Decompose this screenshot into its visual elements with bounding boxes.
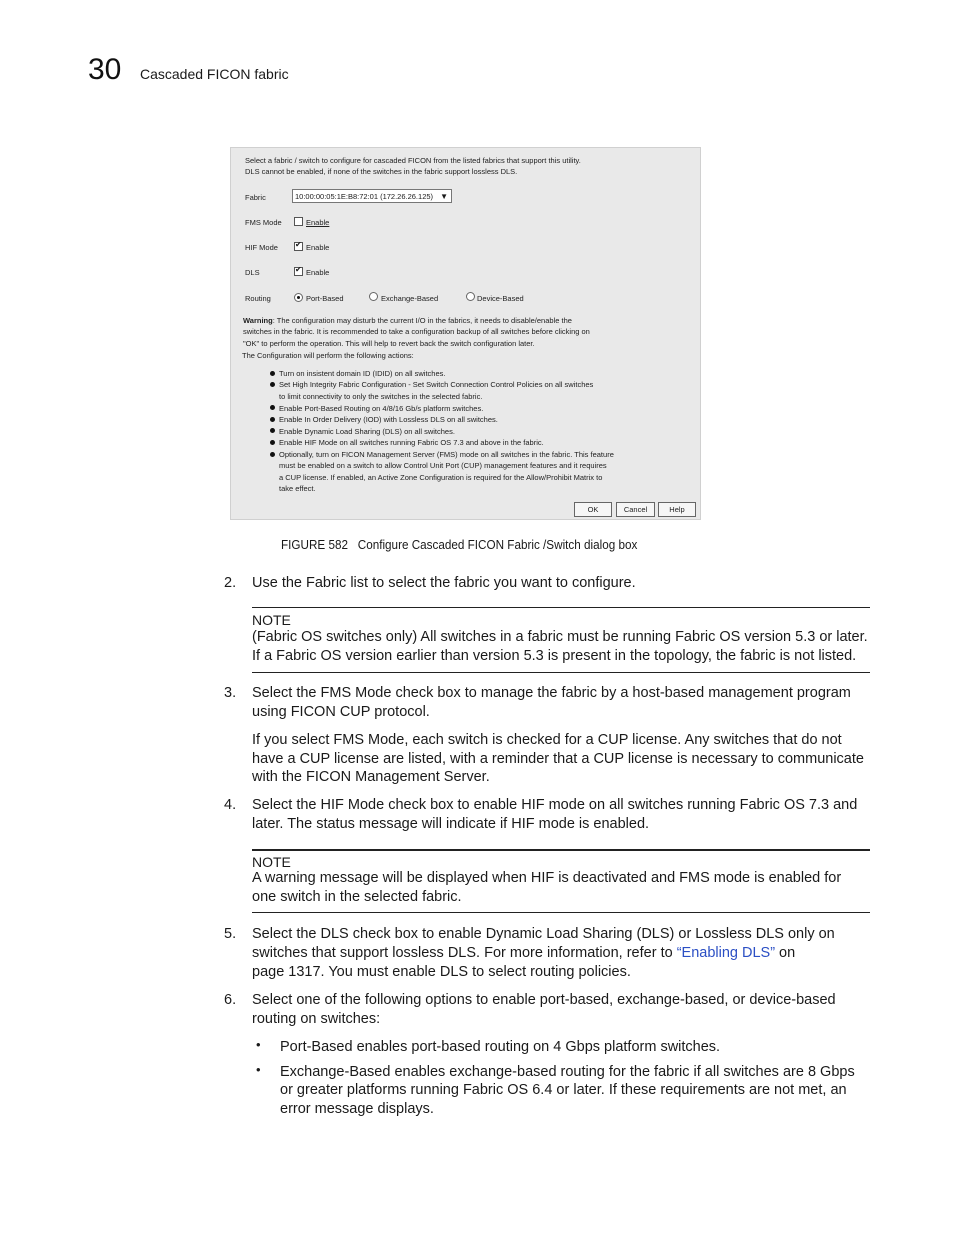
bullet-text: error message displays. xyxy=(280,1101,434,1117)
hif-mode-label: HIF Mode xyxy=(245,243,278,252)
hif-mode-checkbox[interactable] xyxy=(294,242,303,251)
action-item: Enable HIF Mode on all switches running Fabric OS 7.3 and above in the fabric. xyxy=(279,438,544,447)
fms-mode-option: Enable xyxy=(306,218,330,227)
step-paragraph: with the FICON Management Server. xyxy=(252,769,490,785)
fabric-label: Fabric xyxy=(245,193,266,202)
action-item: must be enabled on a switch to allow Control Unit Port (CUP) management features and it requires xyxy=(279,461,607,470)
routing-option-device-based: Device-Based xyxy=(477,294,524,303)
ui-term: DLS xyxy=(320,926,349,942)
note-label: NOTE xyxy=(252,612,291,628)
text-run: enables exchange-based routing for the fabric if all switches are 8 Gbps xyxy=(390,1064,855,1080)
text-run: list to select the fabric you want to configure. xyxy=(346,575,636,591)
step-number: 3. xyxy=(224,685,237,701)
routing-option-port-based: Port-Based xyxy=(306,294,344,303)
enabling-dls-link[interactable]: “Enabling DLS” xyxy=(676,945,776,961)
step-text xyxy=(252,796,857,815)
bullet-icon xyxy=(270,371,275,376)
dls-option: Enable xyxy=(306,268,330,277)
ui-term: Fabric xyxy=(306,575,347,591)
text-run: check box to manage the fabric by a host-based management program xyxy=(391,685,851,701)
ui-term: FMS Mode xyxy=(333,732,405,748)
action-item: Optionally, turn on FICON Management Server (FMS) mode on all switches in the fabric. This feature xyxy=(279,450,614,459)
step-text: later. The status message will indicate if HIF mode is enabled. xyxy=(252,816,650,832)
note-text: one switch in the selected fabric. xyxy=(252,889,462,905)
note-rule-top xyxy=(252,849,870,851)
step-text: page 1317. You must enable DLS to select routing policies. xyxy=(252,964,631,980)
note-text: A warning message will be displayed when HIF is deactivated and FMS mode is enabled for xyxy=(252,870,842,886)
checkmark-icon: ✔ xyxy=(295,240,302,249)
note-rule-bottom xyxy=(252,672,870,673)
text-run: Use the xyxy=(252,575,306,591)
warning-line: "OK" to perform the operation. This will help to revert back the switch configuration later. xyxy=(243,339,535,348)
fabric-select-value: 10:00:00:05:1E:B8:72:01 (172.26.26.125) xyxy=(295,192,434,201)
note-rule-top xyxy=(252,607,870,608)
dls-checkbox[interactable] xyxy=(294,267,303,276)
bullet-text: or greater platforms running Fabric OS 6.4 or later. If these requirements are not met, an xyxy=(280,1082,847,1098)
chapter-number: 30 xyxy=(88,53,122,86)
step-text xyxy=(252,944,795,963)
warning-line xyxy=(243,316,572,325)
ui-term: HIF Mode xyxy=(320,797,385,813)
step-number: 4. xyxy=(224,797,237,813)
step-number: 6. xyxy=(224,992,237,1008)
step-text: routing on switches: xyxy=(252,1011,381,1027)
step-paragraph xyxy=(252,731,842,750)
bullet-icon xyxy=(270,452,275,457)
routing-radio-port-based[interactable] xyxy=(294,293,303,302)
chevron-down-icon[interactable]: ▼ xyxy=(440,192,448,201)
step-text: using FICON CUP protocol. xyxy=(252,704,430,720)
bullet-icon: • xyxy=(256,1062,261,1077)
step-text xyxy=(252,574,636,593)
ui-term: Exchange-Based xyxy=(280,1064,391,1080)
warning-label: Warning xyxy=(243,316,273,325)
text-run: on xyxy=(775,945,796,961)
note-text: If a Fabric OS version earlier than version 5.3 is present in the topology, the fabric is not listed. xyxy=(252,648,857,664)
step-number: 2. xyxy=(224,575,237,591)
actions-intro: The Configuration will perform the following actions: xyxy=(242,351,414,360)
action-item: Enable In Order Delivery (IOD) with Lossless DLS on all switches. xyxy=(279,415,498,424)
configure-cascaded-ficon-dialog xyxy=(230,147,701,520)
bullet-icon xyxy=(270,428,275,433)
text-run: Select the xyxy=(252,797,321,813)
routing-radio-exchange-based[interactable] xyxy=(369,292,378,301)
warning-text: : The configuration may disturb the current I/O in the fabrics, it needs to disable/enable the xyxy=(272,316,572,325)
chapter-title: Cascaded FICON fabric xyxy=(140,66,289,82)
text-run: Select the xyxy=(252,685,321,701)
bullet-icon: • xyxy=(256,1037,261,1052)
dialog-intro-line: DLS cannot be enabled, if none of the switches in the fabric support lossless DLS. xyxy=(245,167,518,176)
bullet-text xyxy=(280,1038,720,1057)
text-run: Select the xyxy=(252,926,321,942)
ui-term: Port-Based xyxy=(280,1039,353,1055)
cancel-button[interactable]: Cancel xyxy=(616,502,655,517)
text-run: , each switch is checked for a CUP license. Any switches that do not xyxy=(404,732,842,748)
text-run: If you select xyxy=(252,732,334,748)
action-item: Turn on insistent domain ID (IDID) on all switches. xyxy=(279,369,446,378)
bullet-icon xyxy=(270,405,275,410)
action-item: to limit connectivity to only the switches in the selected fabric. xyxy=(279,392,483,401)
step-text: Select one of the following options to enable port-based, exchange-based, or device-based xyxy=(252,992,836,1008)
figure-caption xyxy=(281,537,637,552)
action-item: a CUP license. If enabled, an Active Zone Configuration is required for the Allow/Prohibit Matrix to xyxy=(279,473,603,482)
warning-line: switches in the fabric. It is recommended to take a configuration backup of all switches before clicking on xyxy=(243,327,590,336)
action-item: Enable Dynamic Load Sharing (DLS) on all switches. xyxy=(279,427,455,436)
figure-caption-text: Configure Cascaded FICON Fabric /Switch dialog box xyxy=(357,537,638,552)
text-run: switches that support lossless DLS. For more information, refer to xyxy=(252,945,677,961)
note-label: NOTE xyxy=(252,854,291,870)
text-run: check box to enable HIF mode on all switches running Fabric OS 7.3 and xyxy=(384,797,858,813)
action-item: take effect. xyxy=(279,484,316,493)
ui-term: FMS Mode xyxy=(320,685,392,701)
routing-option-exchange-based: Exchange-Based xyxy=(381,294,439,303)
text-run: check box to enable Dynamic Load Sharing (DLS) or Lossless DLS only on xyxy=(348,926,835,942)
action-item: Set High Integrity Fabric Configuration - Set Switch Connection Control Policies on all switches xyxy=(279,380,594,389)
checkmark-icon: ✔ xyxy=(295,265,302,274)
fms-mode-label: FMS Mode xyxy=(245,218,282,227)
hif-mode-option: Enable xyxy=(306,243,330,252)
ok-button[interactable]: OK xyxy=(574,502,612,517)
routing-radio-device-based[interactable] xyxy=(466,292,475,301)
bullet-icon xyxy=(270,417,275,422)
note-rule-bottom xyxy=(252,912,870,913)
action-item: Enable Port-Based Routing on 4/8/16 Gb/s platform switches. xyxy=(279,404,484,413)
routing-label: Routing xyxy=(245,294,271,303)
step-number: 5. xyxy=(224,926,237,942)
bullet-icon xyxy=(270,440,275,445)
figure-label: FIGURE 582 xyxy=(281,537,348,552)
note-text: (Fabric OS switches only) All switches in a fabric must be running Fabric OS version 5.3 or later. xyxy=(252,629,868,645)
text-run: enables port-based routing on 4 Gbps platform switches. xyxy=(352,1039,721,1055)
help-button[interactable]: Help xyxy=(658,502,696,517)
fabric-select[interactable] xyxy=(292,189,452,203)
step-text xyxy=(252,925,835,944)
bullet-icon xyxy=(270,382,275,387)
step-paragraph: have a CUP license are listed, with a reminder that a CUP license is necessary to communicate xyxy=(252,751,864,767)
fms-mode-checkbox[interactable] xyxy=(294,217,303,226)
dialog-intro-line: Select a fabric / switch to configure for cascaded FICON from the listed fabrics that support this utility. xyxy=(245,156,581,165)
step-text xyxy=(252,684,851,703)
dls-label: DLS xyxy=(245,268,260,277)
bullet-text xyxy=(280,1063,855,1082)
